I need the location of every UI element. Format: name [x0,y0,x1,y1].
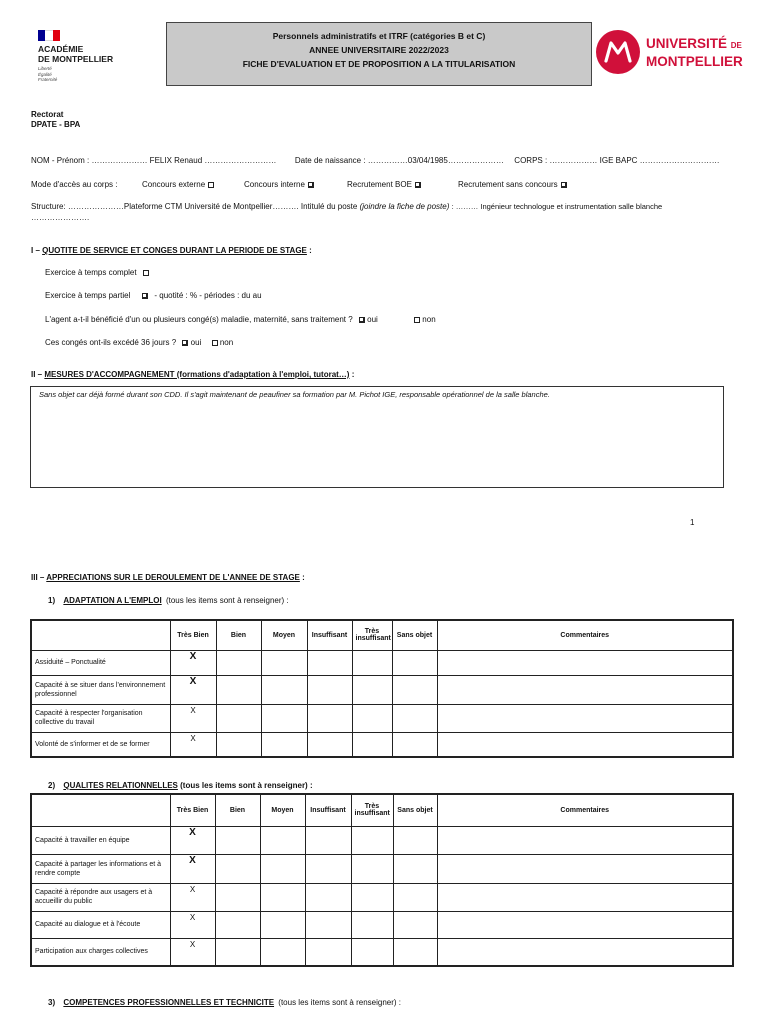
structure-note: (joindre la fiche de poste) [359,202,450,211]
col-tres-bien: Très Bien [170,620,216,650]
empty-cell[interactable] [352,732,392,757]
mark-cell[interactable]: X [170,883,215,911]
sub2-heading [48,781,313,790]
section2-title-text: MESURES D'ACCOMPAGNEMENT (formations d'adaptation à l'emploi, tutorat…) [44,370,350,379]
motto-egalite: Égalité [38,71,52,77]
page-number: 1 [690,518,695,527]
header-blank [31,620,170,650]
mark-cell[interactable]: X [170,826,215,854]
univ-name-line2: MONTPELLIER [646,54,743,69]
leave-question-line [45,315,436,324]
empty-cell[interactable] [216,675,261,704]
birthdate-field: Date de naissance : ……………03/04/1985………………… [294,156,504,165]
structure-cont: …………………. [31,213,90,222]
sub3-num: 3) [48,998,56,1007]
acces-option-interne[interactable] [244,180,314,189]
acces-option-interne-label: Concours interne [244,180,305,189]
section3-title-text: APPRECIATIONS SUR LE DEROULEMENT DE L'ANNEE DE STAGE [46,573,300,582]
checkbox-icon[interactable] [561,182,567,188]
adaptation-table [30,619,734,758]
acces-option-sans-concours[interactable] [458,180,567,189]
empty-cell[interactable] [261,675,307,704]
leave-yes-label: oui [367,315,378,324]
univ-name-de: DE [730,41,742,50]
empty-cell[interactable] [215,854,260,883]
univ-emblem-icon [596,30,640,74]
acces-option-externe-label: Concours externe [142,180,206,189]
empty-cell[interactable] [260,911,305,938]
empty-cell[interactable] [215,938,260,966]
leave-exceeded-question: Ces congés ont-ils excédé 36 jours ? [45,338,177,347]
row-label: Capacité au dialogue et à l'écoute [31,911,170,938]
col-bien: Bien [216,620,261,650]
col-bien: Bien [215,794,260,826]
col-moyen: Moyen [261,620,307,650]
empty-cell[interactable] [392,650,437,675]
accompaniment-text: Sans objet car déjà formé durant son CDD. Il s'agit maintenant de peaufiner sa formation par M. Pichot IGE, responsable opérationnel de la salle blanche. [39,390,550,399]
col-tres-insuffisant: Très insuffisant [351,794,393,826]
poste-field: : ……… Ingénieur technologue et instrumentation salle blanche [451,202,663,211]
leave-exceeded-line [45,338,233,347]
corps-field: CORPS : ……………… IGE BAPC ………………………… [514,156,720,165]
row-label: Volonté de s'informer et de se former [31,732,170,757]
section2-suffix: : [349,370,355,379]
mark-cell[interactable]: X [170,911,215,938]
comment-cell[interactable] [437,826,733,854]
accompaniment-textbox[interactable] [30,386,724,488]
empty-cell[interactable] [393,911,437,938]
col-insuffisant: Insuffisant [305,794,351,826]
empty-cell[interactable] [351,938,393,966]
table-row [31,911,733,938]
checkbox-icon[interactable] [212,340,218,346]
empty-cell[interactable] [305,854,351,883]
empty-cell[interactable] [215,883,260,911]
col-sans-objet: Sans objet [392,620,437,650]
acces-option-externe[interactable] [142,180,214,189]
empty-cell[interactable] [352,704,392,732]
empty-cell[interactable] [393,938,437,966]
acces-label: Mode d'accès au corps : [31,180,118,189]
structure-line [31,202,662,211]
row-label: Capacité à respecter l'organisation collective du travail [31,704,170,732]
sub1-title: ADAPTATION A L'EMPLOI [63,596,162,605]
acces-option-boe[interactable] [347,180,421,189]
sub2-num: 2) [48,781,56,790]
section1-prefix: I – [31,246,43,255]
empty-cell[interactable] [351,826,393,854]
empty-cell[interactable] [393,826,437,854]
academie-logo [38,30,130,92]
section1-title-text: QUOTITE DE SERVICE ET CONGES DURANT LA PERIODE DE STAGE [42,246,307,255]
french-flag-icon [38,30,60,41]
checkbox-icon[interactable] [414,317,420,323]
section2-title [31,370,354,379]
sub3-note: (tous les items sont à renseigner) : [278,998,401,1007]
table-row [31,732,733,757]
col-tres-bien: Très Bien [170,794,215,826]
table-row [31,883,733,911]
comment-cell[interactable] [437,704,733,732]
section3-prefix: III – [31,573,47,582]
title-line-3: FICHE D'EVALUATION ET DE PROPOSITION A LA TITULARISATION [242,59,516,69]
empty-cell[interactable] [305,826,351,854]
sub1-heading [48,596,289,605]
empty-cell[interactable] [216,650,261,675]
checkbox-icon[interactable] [182,340,188,346]
empty-cell[interactable] [260,826,305,854]
table-row [31,938,733,966]
table-row [31,675,733,704]
empty-cell[interactable] [352,675,392,704]
empty-cell[interactable] [307,732,352,757]
empty-cell[interactable] [216,704,261,732]
comment-cell[interactable] [437,911,733,938]
org-rectorat: Rectorat [31,110,64,119]
header-blank [31,794,170,826]
comment-cell[interactable] [437,938,733,966]
sub1-note: (tous les items sont à renseigner) : [165,596,289,605]
mark-cell[interactable]: X [170,704,216,732]
sub3-title: COMPETENCES PROFESSIONNELLES ET TECHNICITE [63,998,275,1007]
full-time-label: Exercice à temps complet [45,268,137,277]
section3-suffix: : [299,573,305,582]
empty-cell[interactable] [261,704,307,732]
empty-cell[interactable] [392,732,437,757]
full-time-option[interactable] [45,268,149,277]
comment-cell[interactable] [437,854,733,883]
motto-liberte: Liberté [38,66,52,71]
part-time-detail: - quotité : % - périodes : du au [154,291,262,300]
section1-title [31,246,312,255]
empty-cell[interactable] [393,854,437,883]
acces-option-sans-concours-label: Recrutement sans concours [458,180,558,189]
mark-cell[interactable]: X [170,938,215,966]
leave-no-label: non [422,315,436,324]
leave-question: L'agent a-t-il bénéficié d'un ou plusieurs congé(s) maladie, maternité, sans traitement ? [45,315,353,324]
comment-cell[interactable] [437,675,733,704]
sub2-note: (tous les items sont à renseigner) : [180,781,313,790]
empty-cell[interactable] [351,854,393,883]
acces-option-boe-label: Recrutement BOE [347,180,412,189]
empty-cell[interactable] [392,704,437,732]
document-title-box [166,22,592,86]
title-line-1: Personnels administratifs et ITRF (catégories B et C) [272,31,486,41]
empty-cell[interactable] [260,854,305,883]
empty-cell[interactable] [392,675,437,704]
sub3-heading [48,998,401,1007]
mark-cell[interactable]: X [170,732,216,757]
table-header-row [31,794,733,826]
academie-name-line2: DE MONTPELLIER [38,54,114,64]
row-label: Capacité à se situer dans l'environnement professionnel [31,675,170,704]
checkbox-icon[interactable] [308,182,314,188]
motto-fraternite: Fraternité [38,77,58,82]
empty-cell[interactable] [261,732,307,757]
empty-cell[interactable] [215,911,260,938]
part-time-option[interactable] [45,291,262,300]
table-row [31,650,733,675]
table-row [31,704,733,732]
col-sans-objet: Sans objet [393,794,437,826]
row-label: Capacité à répondre aux usagers et à accueillir du public [31,883,170,911]
relational-table [30,793,734,967]
row-label: Assiduité – Ponctualité [31,650,170,675]
col-insuffisant: Insuffisant [307,620,352,650]
structure-field: Structure: …………………Plateforme CTM Université de Montpellier………. Intitulé du poste [31,202,358,211]
org-dpate: DPATE - BPA [31,120,81,129]
empty-cell[interactable] [307,704,352,732]
table-row [31,854,733,883]
row-label: Capacité à travailler en équipe [31,826,170,854]
empty-cell[interactable] [307,650,352,675]
sub2-title: QUALITES RELATIONNELLES [63,781,178,790]
checkbox-icon[interactable] [143,270,149,276]
mark-cell[interactable]: X [170,675,216,704]
sub1-num: 1) [48,596,56,605]
row-label: Capacité à partager les informations et à rendre compte [31,854,170,883]
comment-cell[interactable] [437,732,733,757]
org-block [31,110,80,130]
comment-cell[interactable] [437,883,733,911]
empty-cell[interactable] [351,911,393,938]
col-tres-insuffisant: Très insuffisant [352,620,392,650]
exceeded-no-label: non [219,338,234,347]
part-time-label: Exercice à temps partiel [45,291,131,300]
mark-cell[interactable]: X [170,854,215,883]
identity-line [31,156,720,165]
mark-cell[interactable]: X [170,650,216,675]
empty-cell[interactable] [305,883,351,911]
empty-cell[interactable] [260,938,305,966]
row-label: Participation aux charges collectives [31,938,170,966]
section3-title [31,573,305,582]
checkbox-icon[interactable] [208,182,214,188]
empty-cell[interactable] [260,883,305,911]
empty-cell[interactable] [216,732,261,757]
univ-name-line1: UNIVERSITÉ [646,36,728,51]
checkbox-icon[interactable] [415,182,421,188]
empty-cell[interactable] [261,650,307,675]
section2-prefix: II – [31,370,45,379]
academie-name-line1: ACADÉMIE [38,44,84,54]
title-line-2: ANNEE UNIVERSITAIRE 2022/2023 [309,45,449,55]
col-commentaires: Commentaires [437,620,733,650]
empty-cell[interactable] [307,675,352,704]
universite-montpellier-logo [596,30,743,82]
checkbox-icon[interactable] [359,317,365,323]
empty-cell[interactable] [351,883,393,911]
empty-cell[interactable] [215,826,260,854]
empty-cell[interactable] [393,883,437,911]
empty-cell[interactable] [305,911,351,938]
exceeded-yes-label: oui [190,338,202,347]
checkbox-icon[interactable] [142,293,148,299]
empty-cell[interactable] [305,938,351,966]
acces-line [31,180,117,189]
col-moyen: Moyen [260,794,305,826]
col-commentaires: Commentaires [437,794,733,826]
empty-cell[interactable] [352,650,392,675]
comment-cell[interactable] [437,650,733,675]
table-row [31,826,733,854]
name-field: NOM - Prénom : ………………… FELIX Renaud ……………………… [31,156,277,165]
section1-suffix: : [306,246,312,255]
table-header-row [31,620,733,650]
